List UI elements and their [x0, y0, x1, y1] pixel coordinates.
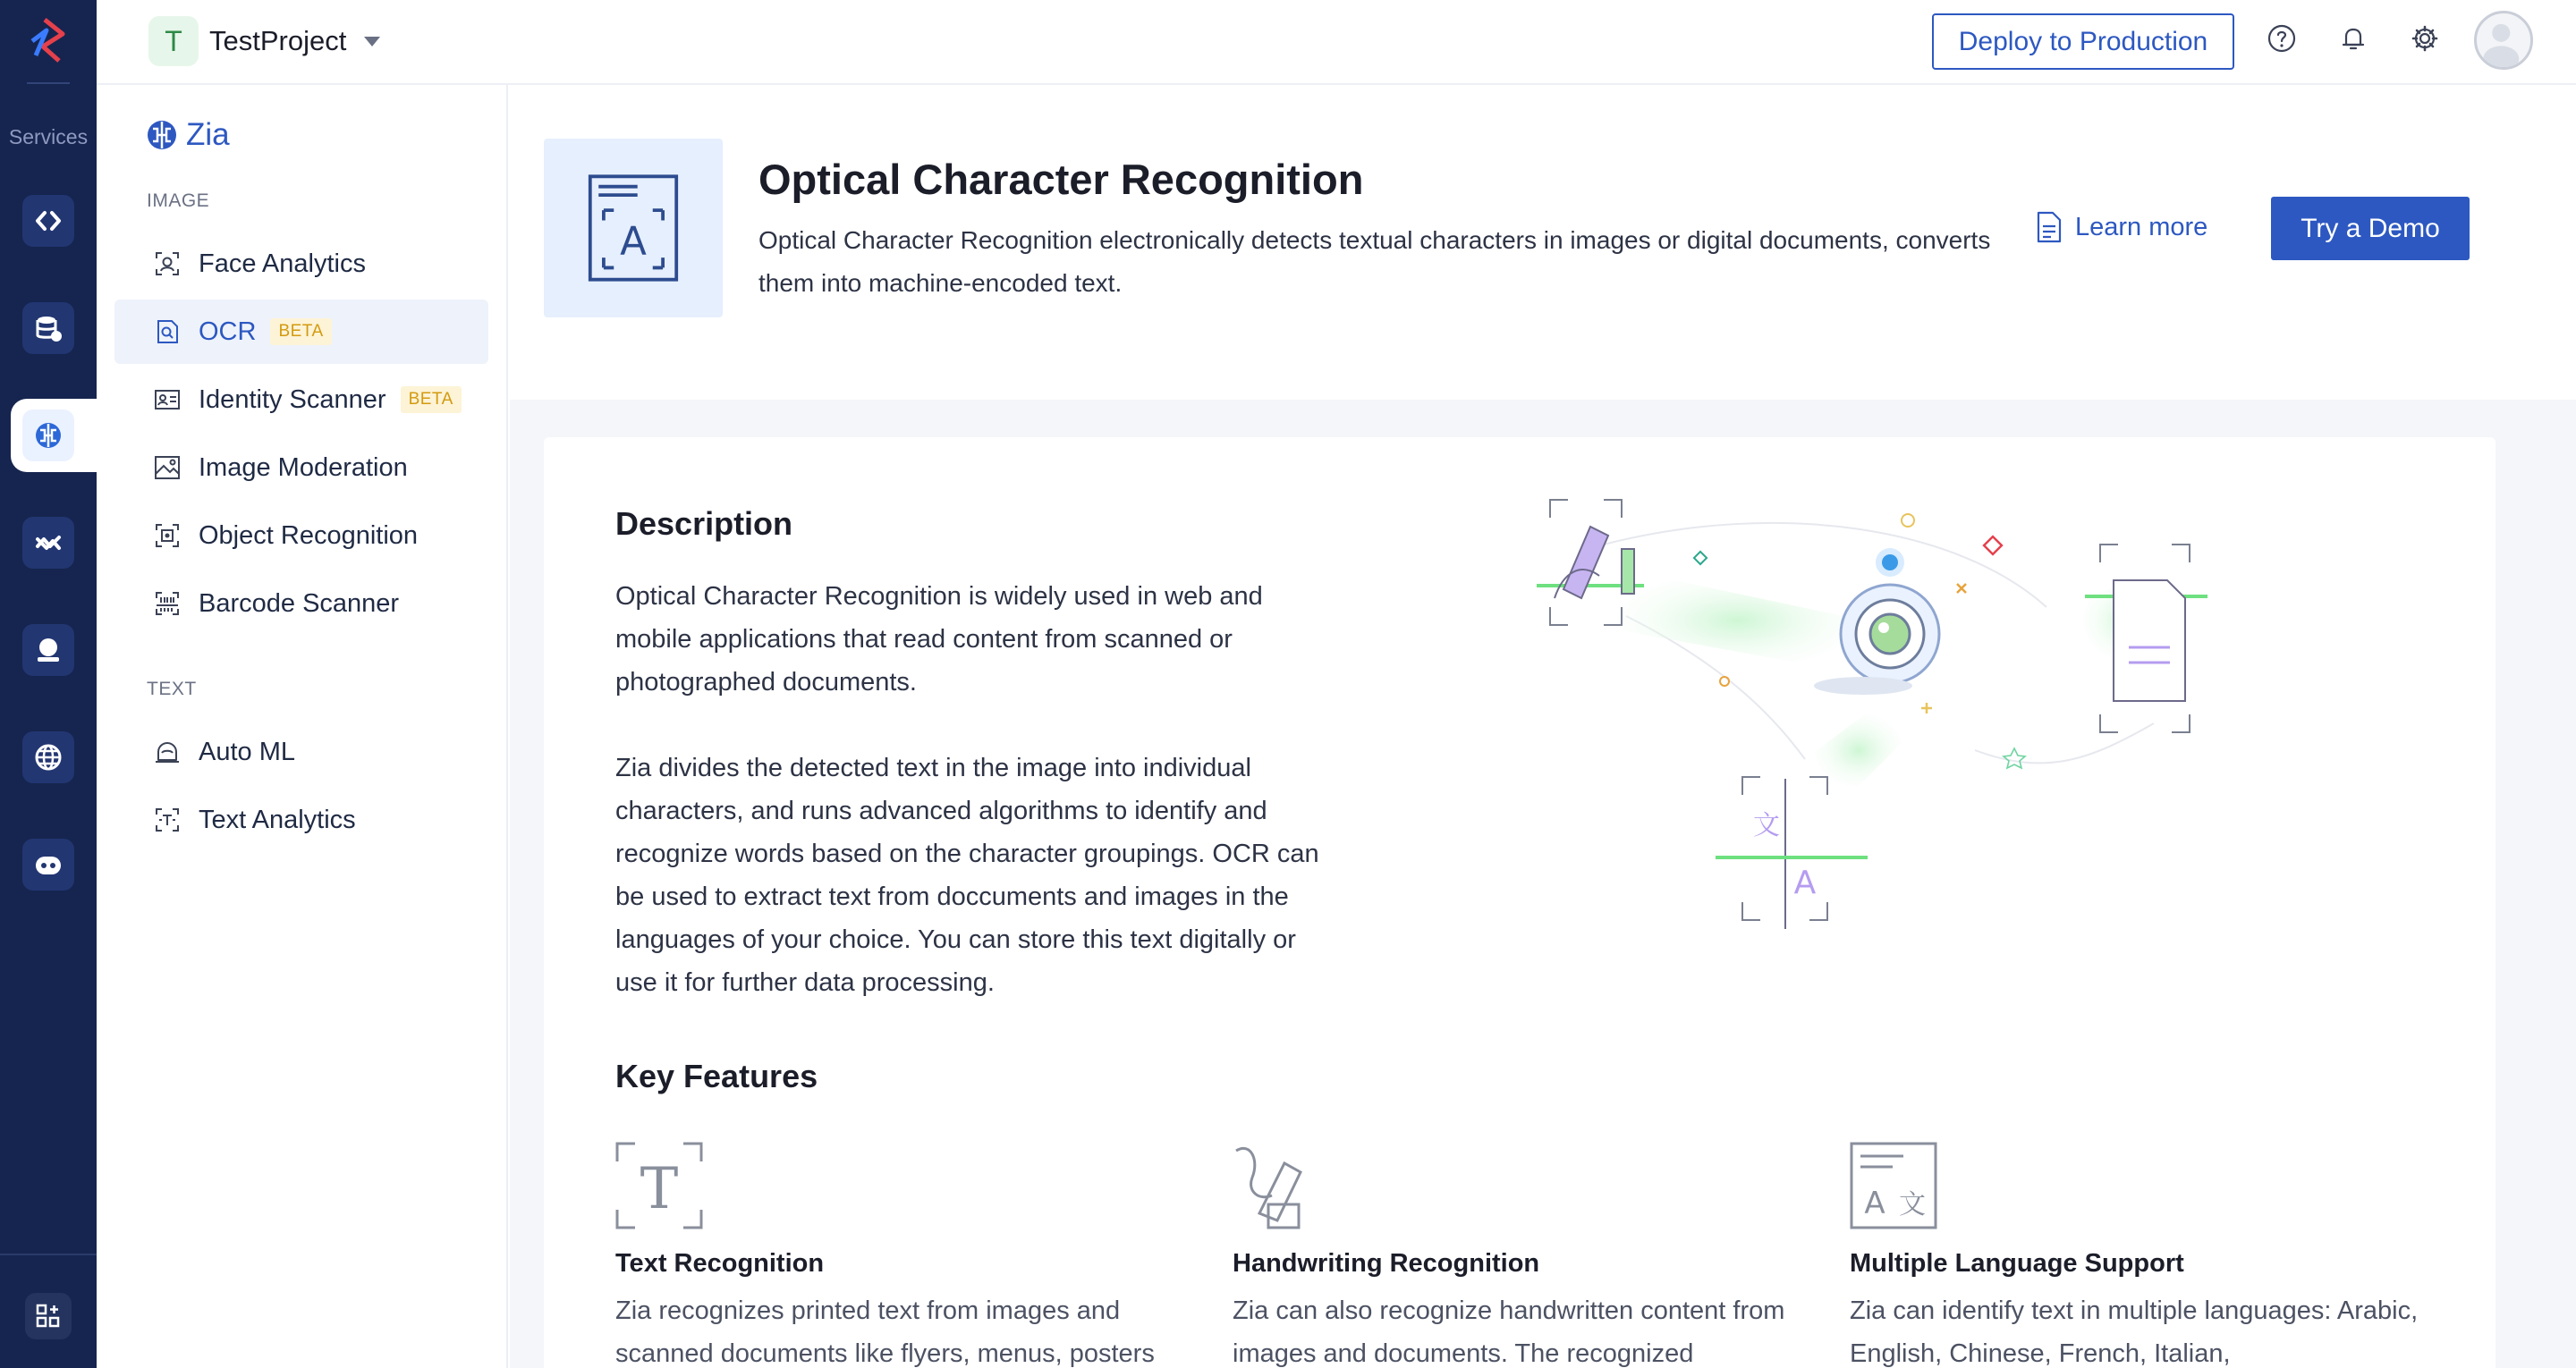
sidebar-item-identity-scanner[interactable] — [114, 367, 488, 432]
id-card-icon — [152, 384, 182, 415]
handwriting-icon — [1233, 1142, 1320, 1229]
beta-badge: BETA — [401, 386, 462, 413]
service-header — [510, 85, 2576, 400]
chevron-down-icon — [364, 37, 380, 46]
feature-description: Zia recognizes printed text from images and scanned documents like flyers, menus, posters — [615, 1296, 1155, 1368]
rail-divider — [27, 82, 70, 84]
svg-text:T: T — [640, 1156, 679, 1222]
face-scan-icon — [152, 249, 182, 279]
document-icon — [2036, 210, 2063, 244]
description-paragraph-1: Optical Character Recognition is widely used in web and mobile applications that read content from scanned or photographed documents. — [615, 582, 1263, 697]
doc-search-icon — [152, 317, 182, 347]
feature-card — [1850, 1142, 2422, 1368]
services-rail — [0, 0, 97, 1368]
apps-grid-icon[interactable] — [25, 1293, 72, 1339]
sidebar-item-label: Face Analytics — [199, 249, 366, 278]
page-description: Optical Character Recognition electronically detects textual characters in images or digital documents, converts them into machine-encoded text. — [758, 226, 1991, 297]
description-paragraph-2: Zia divides the detected text in the image into individual characters, and runs advanced algorithms to identify and recognize words based on the character groupings. OCR can be used to extract text from doccuments and images in the languages of your choice. You can store this text digitally or use it for further data processing. — [615, 754, 1319, 997]
automl-icon — [152, 737, 182, 767]
database-icon[interactable] — [22, 302, 74, 354]
link-icon[interactable] — [22, 517, 74, 569]
deploy-to-production-button[interactable]: Deploy to Production — [1932, 13, 2234, 70]
sidebar-item-label: Image Moderation — [199, 452, 408, 482]
zia-brain-icon[interactable] — [22, 410, 74, 461]
description-heading: Description — [615, 505, 793, 542]
user-avatar[interactable] — [2474, 11, 2533, 70]
catalyst-logo-icon[interactable] — [27, 16, 68, 66]
sidebar-item-label: Text Analytics — [199, 805, 356, 834]
sidebar-item-face-analytics[interactable] — [114, 232, 488, 296]
sidebar-item-text-analytics[interactable] — [114, 788, 488, 852]
learn-more-label: Learn more — [2075, 212, 2208, 241]
text-scan-icon — [152, 805, 182, 835]
sidebar-item-ocr[interactable] — [114, 300, 488, 364]
services-label: Services — [8, 125, 89, 148]
language-icon — [1850, 1142, 1937, 1229]
project-switcher[interactable] — [148, 16, 380, 66]
code-icon[interactable] — [22, 195, 74, 247]
key-features-heading: Key Features — [615, 1058, 818, 1094]
portal-icon[interactable] — [22, 624, 74, 676]
feature-description: Zia can identify text in multiple languages: Arabic, English, Chinese, French, Italian, — [1850, 1296, 2419, 1368]
barcode-icon — [152, 588, 182, 619]
globe-icon[interactable] — [22, 731, 74, 783]
beta-badge: BETA — [270, 318, 331, 345]
learn-more-link[interactable] — [2036, 210, 2207, 244]
bot-icon[interactable] — [22, 839, 74, 891]
sidebar-item-label: OCR — [199, 317, 257, 346]
svg-text:文: 文 — [1753, 810, 1780, 841]
zia-sidebar — [97, 85, 508, 1368]
bell-icon[interactable] — [2334, 20, 2372, 57]
try-a-demo-button[interactable]: Try a Demo — [2271, 197, 2470, 260]
svg-text:A: A — [620, 219, 647, 265]
svg-text:A: A — [1864, 1186, 1885, 1221]
svg-text:文: 文 — [1899, 1189, 1926, 1220]
page-title: Optical Character Recognition — [758, 156, 1364, 203]
sidebar-item-label: Auto ML — [199, 737, 295, 766]
top-bar — [97, 0, 2576, 85]
rail-bottom-divider — [0, 1254, 97, 1255]
main-content — [510, 85, 2576, 1368]
svg-text:A: A — [1793, 865, 1817, 901]
sidebar-item-label: Identity Scanner — [199, 384, 386, 414]
settings-icon[interactable] — [2406, 20, 2444, 57]
feature-title: Multiple Language Support — [1850, 1249, 2184, 1278]
project-name: TestProject — [209, 25, 347, 56]
sidebar-item-label: Object Recognition — [199, 520, 419, 550]
sidebar-item-object-recognition[interactable] — [114, 503, 488, 568]
sidebar-item-barcode-scanner[interactable] — [114, 571, 488, 636]
zia-brain-icon — [145, 118, 179, 152]
help-icon[interactable] — [2263, 20, 2301, 57]
feature-title: Text Recognition — [615, 1249, 825, 1278]
feature-card — [1233, 1142, 1805, 1368]
sidebar-item-auto-ml[interactable] — [114, 720, 488, 784]
feature-description: Zia can also recognize handwritten content from images and documents. The recognized — [1233, 1296, 1785, 1368]
project-avatar: T — [148, 16, 199, 66]
section-label-image: IMAGE — [147, 190, 210, 211]
feature-title: Handwriting Recognition — [1233, 1249, 1540, 1278]
object-scan-icon — [152, 520, 182, 551]
ocr-service-icon — [544, 139, 723, 317]
sidebar-title — [145, 117, 230, 153]
sidebar-title-text: Zia — [186, 117, 230, 152]
service-details-card — [544, 437, 2496, 1368]
sidebar-item-label: Barcode Scanner — [199, 588, 400, 618]
text-t-icon — [615, 1142, 703, 1229]
feature-card — [615, 1142, 1188, 1368]
image-icon — [152, 452, 182, 483]
ocr-illustration — [1510, 491, 2315, 956]
section-label-text: TEXT — [147, 679, 197, 699]
sidebar-item-image-moderation[interactable] — [114, 435, 488, 500]
